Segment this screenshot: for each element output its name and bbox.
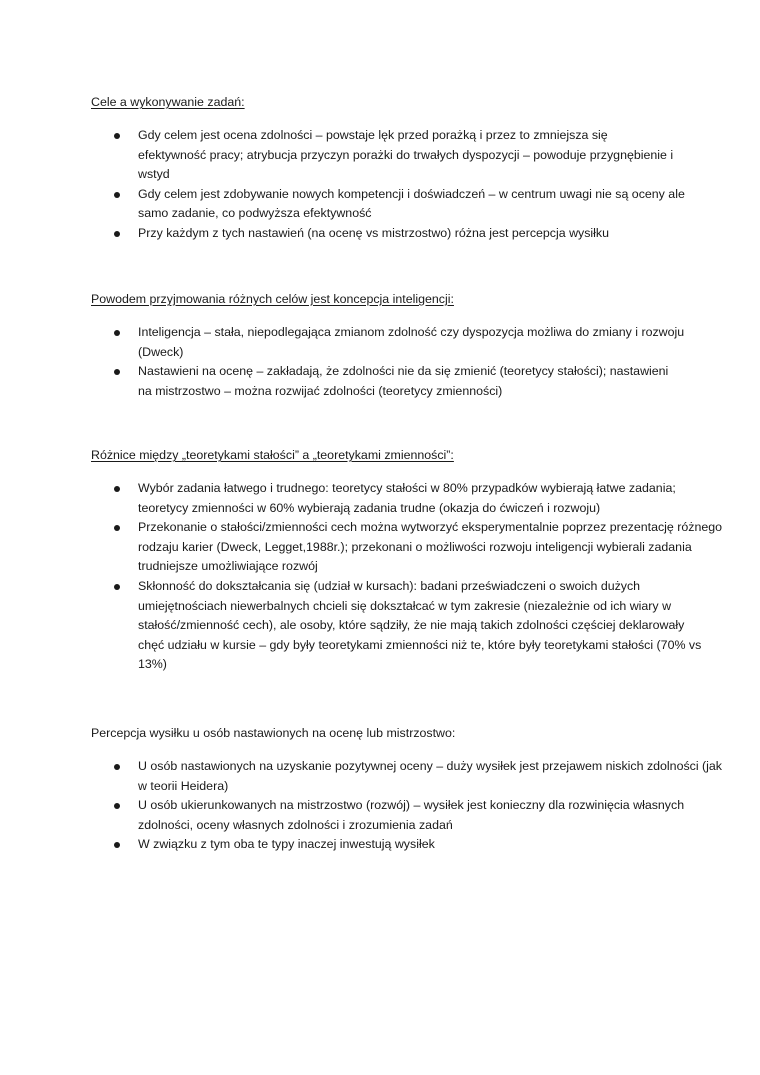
bullet-icon [114, 231, 120, 237]
bullet-icon [114, 764, 120, 770]
list-item-text: Nastawieni na ocenę – zakładają, że zdolności nie da się zmienić (teoretycy stałości); nastawieni na mistrzostwo – można rozwijać zdolności (teoretycy zmienności) [138, 364, 669, 398]
list-item-text: Inteligencja – stała, niepodlegająca zmianom zdolność czy dyspozycja możliwa do zmiany i rozwoju (Dweck) [138, 325, 685, 359]
bullet-list [91, 126, 685, 244]
list-item [91, 323, 713, 362]
list-item [91, 835, 698, 855]
list-item [91, 796, 713, 835]
bullet-icon [114, 584, 120, 590]
bullet-icon [114, 842, 120, 848]
bullet-list [91, 479, 723, 675]
list-item [91, 479, 728, 518]
list-item [91, 757, 723, 796]
list-item [91, 577, 713, 675]
list-item-text: W związku z tym oba te typy inaczej inwestują wysiłek [138, 837, 435, 852]
list-item [91, 126, 678, 185]
section-heading: Różnice między „teoretykami stałości” a „teoretykami zmienności”: [91, 448, 454, 462]
section-heading: Cele a wykonywanie zadań: [91, 95, 245, 109]
section-effort-perception [91, 723, 723, 855]
bullet-icon [114, 133, 120, 139]
bullet-icon [114, 192, 120, 198]
list-item-text: Przekonanie o stałości/zmienności cech można wytworzyć eksperymentalnie poprzez prezentację różnego rodzaju karier (Dweck, Legget,1988r.); przekonani o możliwości rozwoju inteligencji wybierali zadania trudniejsze umożliwiające rozwój [138, 520, 723, 574]
list-item [91, 518, 728, 577]
bullet-icon [114, 803, 120, 809]
list-item-text: Gdy celem jest zdobywanie nowych kompetencji i doświadczeń – w centrum uwagi nie są oceny ale samo zadanie, co podwyższa efektywność [138, 186, 685, 221]
list-item-text: U osób ukierunkowanych na mistrzostwo (rozwój) – wysiłek jest konieczny dla rozwinięcia własnych zdolności, oceny własnych zdolności i zrozumienia zadań [138, 798, 685, 832]
list-item [91, 362, 678, 401]
section-heading: Powodem przyjmowania różnych celów jest koncepcja inteligencji: [91, 292, 454, 306]
section-goals-and-tasks [91, 92, 685, 244]
bullet-icon [114, 486, 120, 492]
bullet-icon [114, 330, 120, 336]
list-item-text: Skłonność do dokształcania się (udział w kursach): badani przeświadczeni o swoich dużych umiejętnościach niewerbalnych chcieli się dokształcać w tym zakresie (niezależnie od ich wiary w stałość/zmienność cech), ale osoby, które sądziły, że nie mają takich zdolności częściej deklarowały chęć udziału w kursie – gdy były teoretykami zmienności niż te, które były teoretykami stałości (70% vs 13%) [138, 578, 702, 672]
section-heading: Percepcja wysiłku u osób nastawionych na ocenę lub mistrzostwo: [91, 726, 456, 740]
bullet-list [91, 323, 685, 401]
list-item [91, 185, 698, 224]
list-item-text: Przy każdym z tych nastawień (na ocenę vs mistrzostwo) różna jest percepcja wysiłku [138, 225, 610, 240]
section-theorists-differences [91, 445, 723, 675]
list-item-text: Gdy celem jest ocena zdolności – powstaje lęk przed porażką i przez to zmniejsza się efektywność pracy; atrybucja przyczyn porażki do trwałych dyspozycji – powoduje przygnębienie i wstyd [138, 128, 674, 182]
list-item-text: Wybór zadania łatwego i trudnego: teoretycy stałości w 80% przypadków wybierają łatwe zadania; teoretycy zmienności w 60% wybierają zadania trudne (okazja do ćwiczeń i rozwoju) [138, 481, 676, 515]
section-intelligence-concept [91, 289, 685, 401]
bullet-icon [114, 525, 120, 531]
list-item-text: U osób nastawionych na uzyskanie pozytywnej oceny – duży wysiłek jest przejawem niskich zdolności (jak w teorii Heidera) [138, 759, 723, 793]
bullet-list [91, 757, 723, 855]
list-item [91, 224, 698, 244]
bullet-icon [114, 369, 120, 375]
